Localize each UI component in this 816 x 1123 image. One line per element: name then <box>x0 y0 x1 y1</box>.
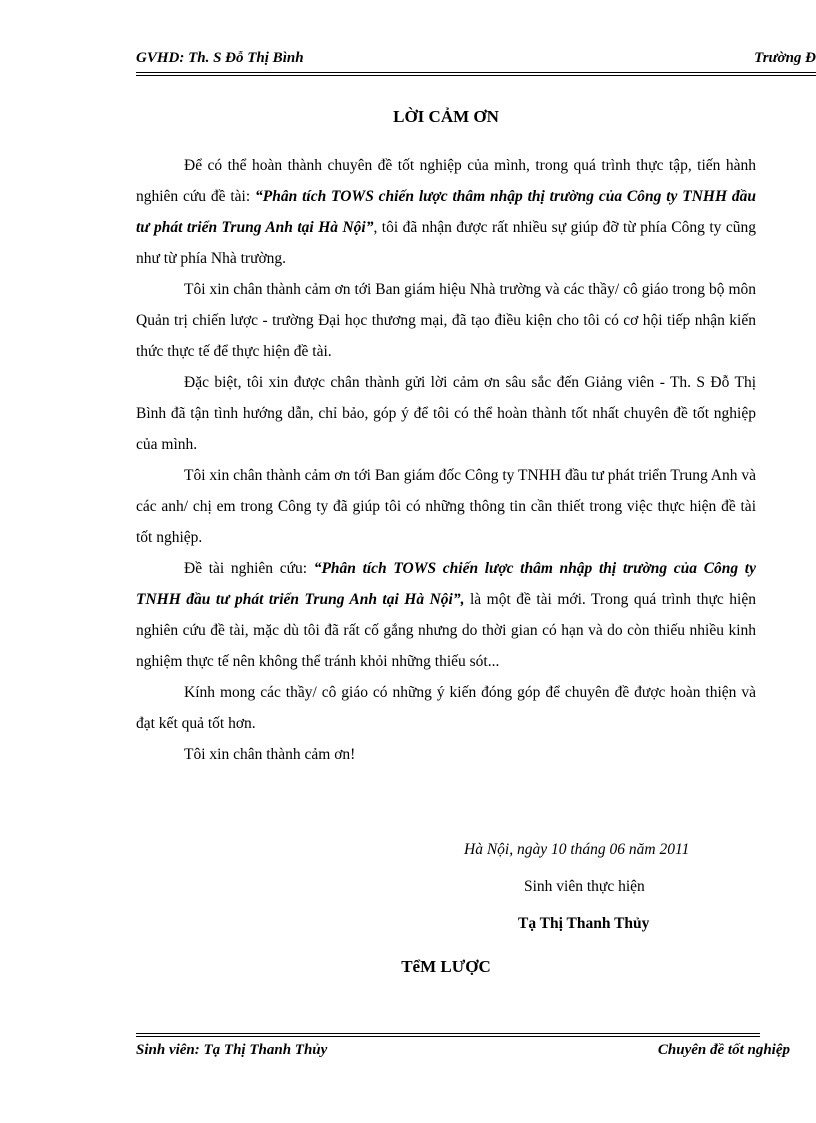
footer-rule <box>136 1033 760 1037</box>
paragraph-5-text-a: Đề tài nghiên cứu: <box>184 560 314 577</box>
paragraph-6: Kính mong các thầy/ cô giáo có những ý kiến đóng góp để chuyên đề được hoàn thiện và đạt kết quả tốt hơn. <box>136 684 756 732</box>
footer-doc-type: Chuyên đề tốt nghiệp <box>657 1042 790 1058</box>
paragraph-2: Tôi xin chân thành cảm ơn tới Ban giám hiệu Nhà trường và các thầy/ cô giáo trong bộ môn Quản trị chiến lược - trường Đại học thương mại, đã tạo điều kiện cho tôi có cơ hội tiếp nhận kiến thức thực tế để thực hiện đề tài. <box>136 281 756 360</box>
paragraph-5-topic: “Phân tích TOWS chiến lược thâm nhập thị trường của Công ty TNHH đầu tư phát triển Trung Anh tại Hà Nội”, <box>136 560 756 608</box>
paragraph-5-text-c: là một đề tài mới. Trong quá trình thực hiện nghiên cứu đề tài, mặc dù tôi đã rất cố gắng nhưng do thời gian có hạn và do còn thiếu nhiều kinh nghiệm thực tế nên không thể tránh khỏi những thiếu sót... <box>136 591 756 670</box>
paragraph-4: Tôi xin chân thành cảm ơn tới Ban giám đốc Công ty TNHH đầu tư phát triển Trung Anh và các anh/ chị em trong Công ty đã giúp tôi có những thông tin cần thiết trong việc thực hiện đề tài tốt nghiệp. <box>136 467 756 546</box>
document-body <box>136 150 756 770</box>
page-footer <box>136 1042 790 1064</box>
paragraph-7: Tôi xin chân thành cảm ơn! <box>184 746 356 763</box>
paragraph-3: Đặc biệt, tôi xin được chân thành gửi lời cảm ơn sâu sắc đến Giảng viên - Th. S Đỗ Thị Bình đã tận tình hướng dẫn, chỉ bảo, góp ý để tôi có thể hoàn thành tốt nhất chuyên đề tốt nghiệp của mình. <box>136 374 756 453</box>
footer-student: Sinh viên: Tạ Thị Thanh Thủy <box>136 1042 328 1058</box>
summary-title: TểM LƯỢC <box>401 957 491 976</box>
page-header <box>136 50 816 72</box>
page-title: LỜI CẢM ƠN <box>393 107 499 126</box>
paragraph-1-topic: “Phân tích TOWS chiến lược thâm nhập thị trường của Công ty TNHH đầu tư phát triển Trung Anh tại Hà Nội” <box>136 188 756 236</box>
paragraph-1 <box>136 150 756 274</box>
signature-name: Tạ Thị Thanh Thủy <box>518 915 650 932</box>
signature-role: Sinh viên thực hiện <box>524 878 645 895</box>
header-advisor: GVHD: Th. S Đỗ Thị Bình <box>136 50 304 66</box>
paragraph-1-text-c: , tôi đã nhận được rất nhiều sự giúp đỡ từ phía Công ty cũng như từ phía Nhà trường. <box>136 219 756 267</box>
signature-date: Hà Nội, ngày 10 tháng 06 năm 2011 <box>464 841 690 858</box>
paragraph-1-text-a: Để có thể hoàn thành chuyên đề tốt nghiệp của mình, trong quá trình thực tập, tiến hành nghiên cứu đề tài: <box>136 157 756 205</box>
paragraph-5 <box>136 553 756 677</box>
header-school: Trường Đ <box>754 50 816 66</box>
header-rule <box>136 72 816 76</box>
